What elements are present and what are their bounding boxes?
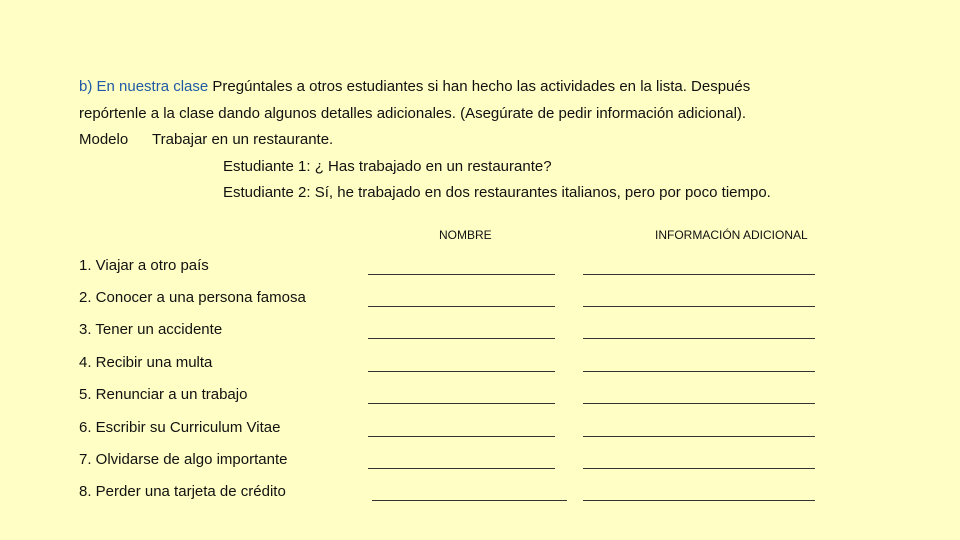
info-blank-line[interactable] [583, 371, 815, 372]
activity-label: 1. Viajar a otro país [79, 257, 209, 274]
column-header-info: INFORMACIÓN ADICIONAL [655, 228, 808, 242]
list-item [79, 354, 839, 374]
activity-label: 5. Renunciar a un trabajo [79, 386, 248, 403]
list-item [79, 257, 839, 277]
name-blank-line[interactable] [368, 371, 555, 372]
activity-label: 6. Escribir su Curriculum Vitae [79, 419, 281, 436]
info-blank-line[interactable] [583, 338, 815, 339]
list-item [79, 386, 839, 406]
name-blank-line[interactable] [368, 274, 555, 275]
student-1-line: Estudiante 1: ¿ Has trabajado en un restaurante? [223, 157, 552, 175]
model-label: Modelo [79, 131, 129, 148]
list-item [79, 451, 839, 471]
part-label: b) En nuestra clase [79, 78, 209, 95]
activity-label: 7. Olvidarse de algo importante [79, 451, 288, 468]
name-blank-line[interactable] [368, 306, 555, 307]
model-text: Trabajar en un restaurante. [152, 131, 334, 148]
info-blank-line[interactable] [583, 436, 815, 437]
name-blank-line[interactable] [368, 338, 555, 339]
model-line [79, 127, 879, 154]
activity-label: 3. Tener un accidente [79, 321, 223, 338]
instructions-text-1: Pregúntales a otros estudiantes si han hecho las actividades en la lista. Después [208, 78, 751, 95]
info-blank-line[interactable] [583, 468, 815, 469]
activity-label: 8. Perder una tarjeta de crédito [79, 483, 286, 500]
info-blank-line[interactable] [583, 274, 815, 275]
info-blank-line[interactable] [583, 306, 815, 307]
activity-label: 4. Recibir una multa [79, 354, 213, 371]
name-blank-line[interactable] [368, 436, 555, 437]
list-item [79, 419, 839, 439]
name-blank-line[interactable] [368, 468, 555, 469]
student-2-line: Estudiante 2: Sí, he trabajado en dos restaurantes italianos, pero por poco tiempo. [223, 184, 771, 201]
list-item [79, 321, 839, 341]
instructions-line-1 [79, 74, 879, 101]
name-blank-line[interactable] [368, 403, 555, 404]
activity-label: 2. Conocer a una persona famosa [79, 289, 306, 306]
instructions-block [79, 74, 879, 207]
instructions-line-2: repórtenle a la clase dando algunos detalles adicionales. (Asegúrate de pedir información adicional). [79, 104, 747, 122]
name-blank-line[interactable] [372, 500, 567, 501]
info-blank-line[interactable] [583, 403, 815, 404]
info-blank-line[interactable] [583, 500, 815, 501]
column-header-nombre: NOMBRE [439, 228, 492, 242]
list-item [79, 289, 839, 309]
list-item [79, 483, 839, 503]
